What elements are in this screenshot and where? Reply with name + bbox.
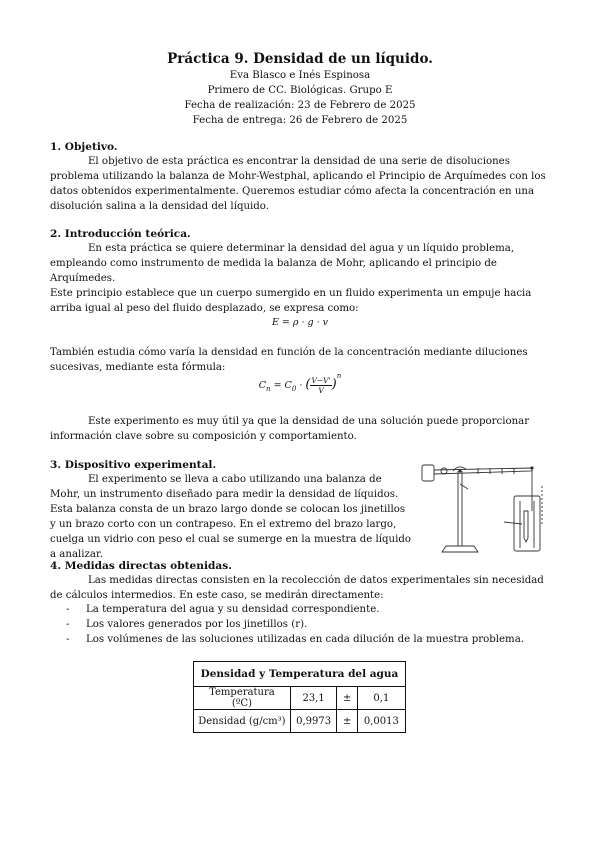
date-done-line: Fecha de realización: 23 de Febrero de 2025 bbox=[184, 100, 416, 111]
table-cell-value: 0,9973 bbox=[290, 710, 337, 733]
formula-denominator: V bbox=[318, 386, 324, 395]
formula-exponent: n bbox=[336, 371, 342, 380]
formula-numerator: V−V' bbox=[311, 376, 331, 385]
document-title: Práctica 9. Densidad de un líquido. bbox=[167, 51, 433, 67]
section-2-paragraph-2: Este principio establece que un cuerpo sumergido en un fluido experimenta un empuje hacia arriba igual al peso del fluido desplazado, se expresa como: bbox=[50, 288, 532, 314]
table-cell-label: Temperatura (ºC) bbox=[194, 687, 291, 710]
section-2-paragraph-1: En esta práctica se quiere determinar la densidad del agua y un líquido problema, empleando como instrumento de medida la balanza de Mohr, aplicando el principio de Arquímedes. bbox=[50, 243, 515, 284]
formula-c-n: C bbox=[258, 380, 267, 391]
formula-equals-c0: = C bbox=[273, 380, 292, 391]
formula-archimedes: E = ρ · g · v bbox=[271, 317, 329, 328]
section-1-heading: 1. Objetivo. bbox=[50, 141, 118, 153]
bullet-item: La temperatura del agua y su densidad correspondiente. bbox=[86, 604, 380, 615]
authors-line: Eva Blasco e Inés Espinosa bbox=[229, 70, 371, 81]
section-1-text: El objetivo de esta práctica es encontrar la densidad de una serie de disoluciones problema utilizando la balanza de Mohr-Westphal, aplicando el Principio de Arquímedes con los datos obtenidos experimentalmente. Queremos estudiar cómo afecta la concentración en una disolución salina a la densidad del líquido. bbox=[50, 156, 546, 212]
table-row bbox=[194, 710, 406, 733]
table-cell-error: 0,1 bbox=[357, 687, 405, 710]
bullet-item: Los volúmenes de las soluciones utilizadas en cada dilución de la muestra problema. bbox=[86, 634, 525, 645]
formula-dilution: $C_n = C_0$ · ( $\frac{V-V'}{V}$ )$^n$ bbox=[258, 371, 342, 395]
bullet-item: Los valores generados por los jinetillos (r). bbox=[86, 619, 308, 630]
table-row bbox=[194, 687, 406, 710]
section-3-heading: 3. Dispositivo experimental. bbox=[50, 459, 217, 471]
table-cell-label: Densidad (g/cm³) bbox=[194, 710, 291, 733]
bullet-marker: - bbox=[66, 634, 70, 645]
course-line: Primero de CC. Biológicas. Grupo E bbox=[207, 85, 393, 96]
bullet-marker: - bbox=[66, 604, 70, 615]
water-data-table bbox=[193, 661, 406, 733]
table-cell-pm: ± bbox=[337, 687, 357, 710]
table-cell-value: 23,1 bbox=[290, 687, 337, 710]
table-cell-error: 0,0013 bbox=[357, 710, 405, 733]
section-2-paragraph-3: También estudia cómo varía la densidad en función de la concentración mediante diluciones sucesivas, mediante esta fórmula: bbox=[50, 347, 528, 373]
date-due-line: Fecha de entrega: 26 de Febrero de 2025 bbox=[192, 115, 408, 126]
section-2-heading: 2. Introducción teórica. bbox=[50, 228, 191, 240]
table-header: Densidad y Temperatura del agua bbox=[194, 662, 406, 687]
bullet-marker: - bbox=[66, 619, 70, 630]
section-4-text: Las medidas directas consisten en la recolección de datos experimentales sin necesidad de cálculos intermedios. En este caso, se medirán directamente: bbox=[50, 575, 544, 601]
formula-dot: · bbox=[299, 380, 303, 391]
section-4-heading: 4. Medidas directas obtenidas. bbox=[50, 560, 232, 572]
section-2-paragraph-4: Este experimento es muy útil ya que la densidad de una solución puede proporcionar información clave sobre su composición y comportamiento. bbox=[50, 416, 530, 442]
table-cell-pm: ± bbox=[337, 710, 357, 733]
section-3-text: El experimento se lleva a cabo utilizando una balanza de Mohr, un instrumento diseñado para medir la densidad de líquidos. Esta balanza consta de un brazo largo donde se colocan los jinetillos y un brazo corto con un contrapeso. En el extremo del brazo largo, cuelga un vidrio con peso el cual se sumerge en la muestra de líquido a analizar. bbox=[50, 474, 412, 560]
mohr-balance-illustration bbox=[418, 456, 558, 554]
formula-sub-0: 0 bbox=[291, 384, 297, 393]
formula-fraction bbox=[310, 376, 331, 395]
formula-sub-n: n bbox=[266, 384, 271, 393]
